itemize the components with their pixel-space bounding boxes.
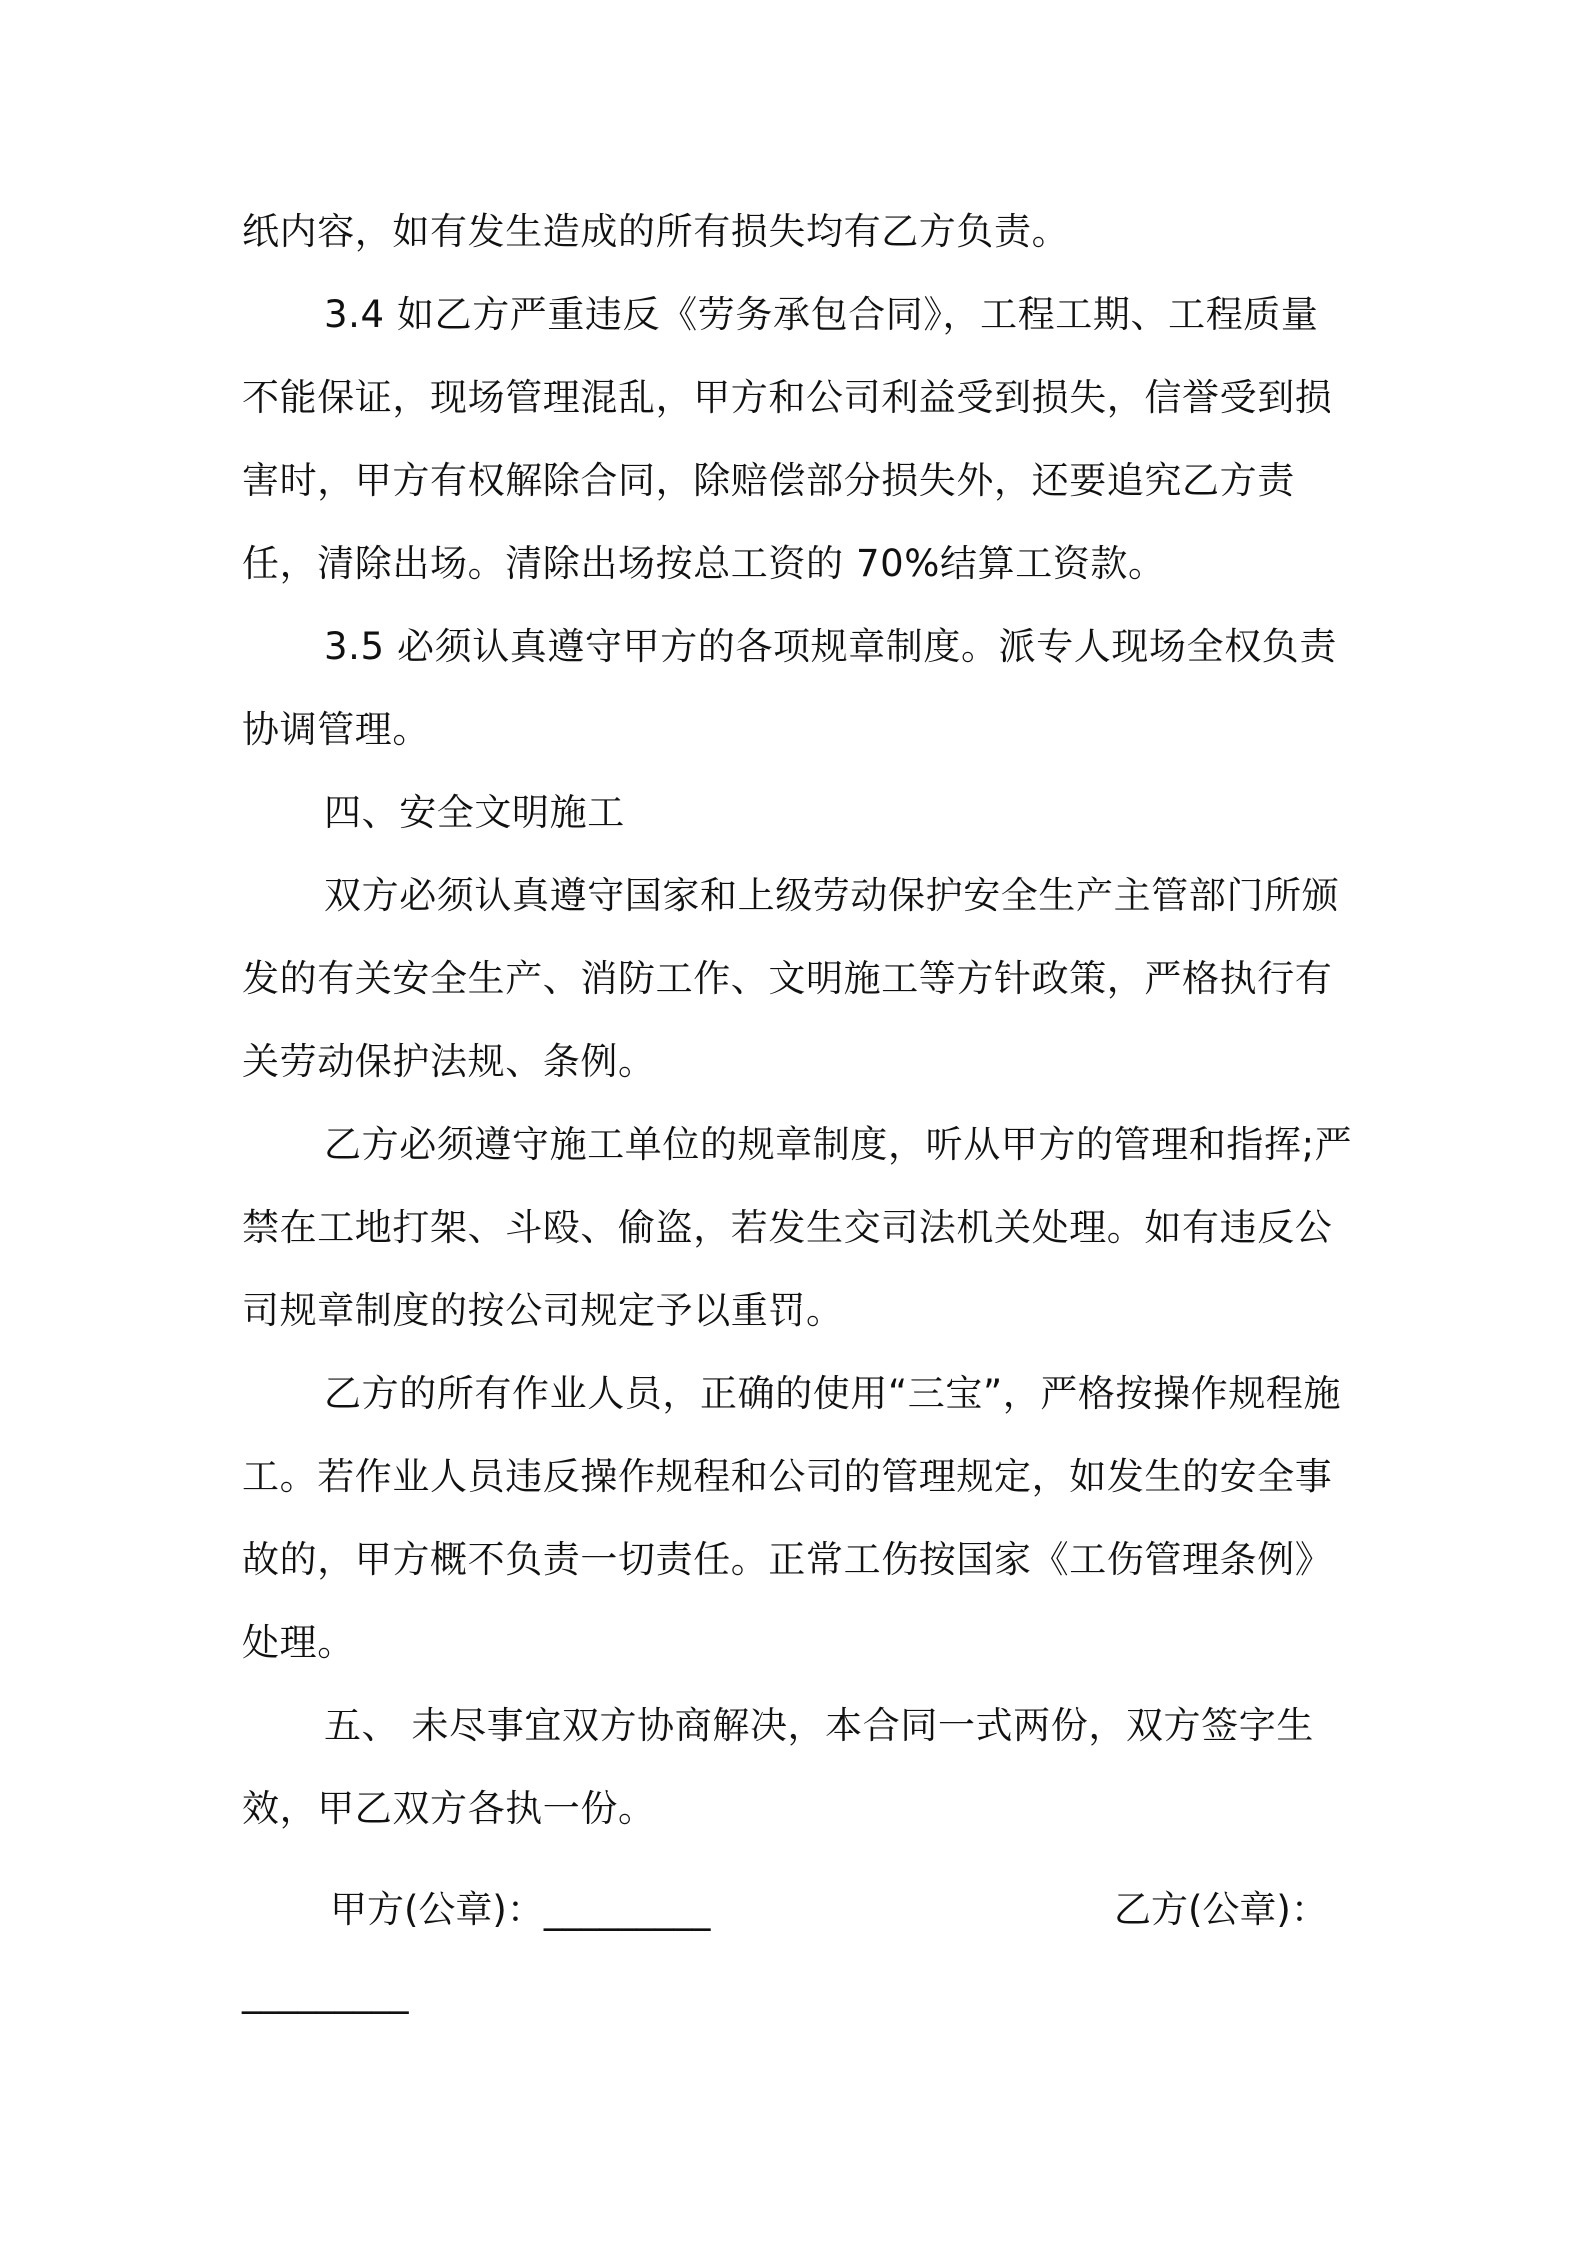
section-heading-safety: 四、安全文明施工 <box>324 791 625 834</box>
paragraph-safety-regulations: 双方必须认真遵守国家和上级劳动保护安全生产主管部门所颁发的有关安全生产、消防工作、文明施工等方针政策，严格执行有关劳动保护法规、条例。 <box>242 874 1340 1083</box>
paragraph-continuation: 纸内容，如有发生造成的所有损失均有乙方负责。 <box>242 210 1070 253</box>
paragraph-3-4: 3.4 如乙方严重违反《劳务承包合同》，工程工期、工程质量不能保证，现场管理混乱，甲方和公司利益受到损失，信誉受到损害时，甲方有权解除合同，除赔偿部分损失外，还要追究乙方责任，清除出场。清除出场按总工资的 70%结算工资款。 <box>242 293 1333 585</box>
party-a-signature: 甲方(公章)：_________ <box>330 1888 711 1931</box>
paragraph-miscellaneous: 五、 未尽事宜双方协商解决，本合同一式两份，双方签字生效，甲乙双方各执一份。 <box>242 1704 1314 1830</box>
paragraph-three-treasures: 乙方的所有作业人员，正确的使用“三宝”，严格按操作规程施工。若作业人员违反操作规程和公司的管理规定，如发生的安全事故的，甲方概不负责一切责任。正常工伤按国家《工伤管理条例》处理。 <box>242 1372 1342 1664</box>
document-body <box>242 190 1354 1850</box>
party-b-signature-line: _________ <box>242 1971 409 2014</box>
party-b-signature-label: 乙方(公章)： <box>1114 1888 1328 1931</box>
paragraph-site-rules: 乙方必须遵守施工单位的规章制度，听从甲方的管理和指挥;严禁在工地打架、斗殴、偷盗，若发生交司法机关处理。如有违反公司规章制度的按公司规定予以重罚。 <box>242 1123 1353 1332</box>
paragraph-3-5: 3.5 必须认真遵守甲方的各项规章制度。派专人现场全权负责协调管理。 <box>242 625 1338 751</box>
